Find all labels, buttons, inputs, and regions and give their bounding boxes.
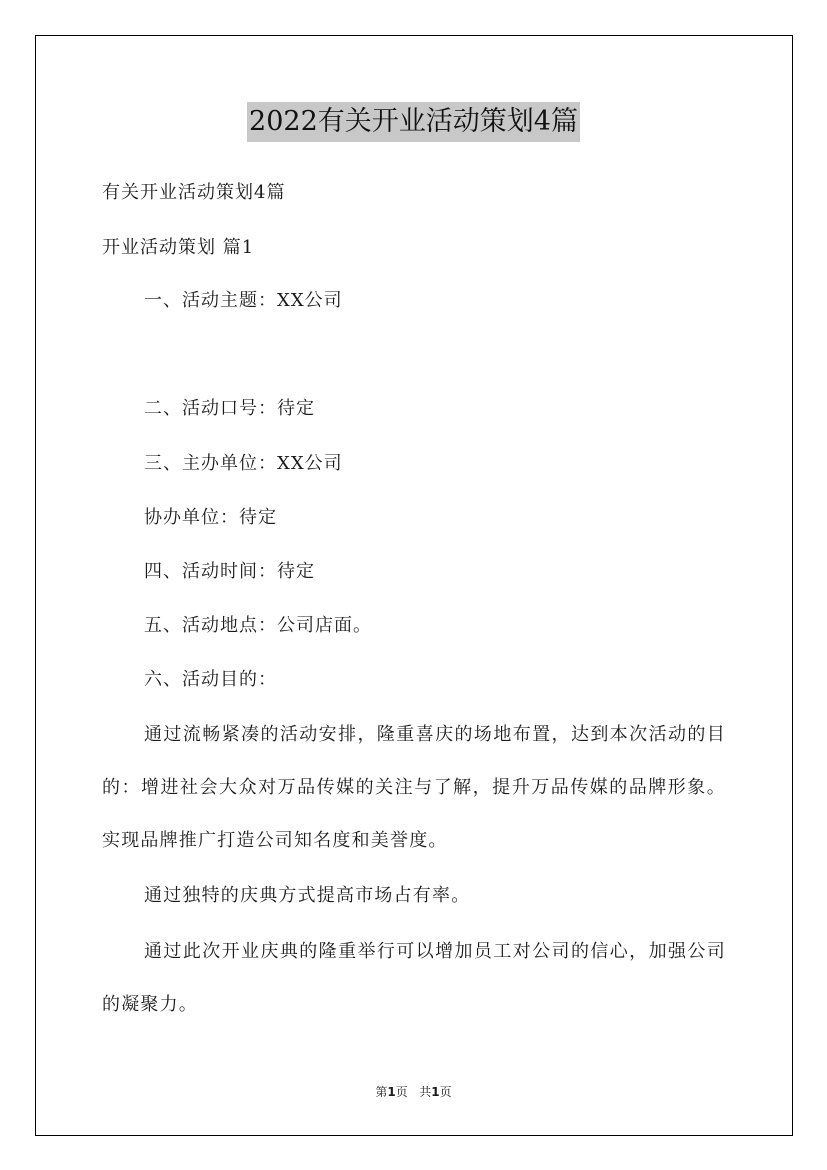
paragraph-cohesion: 通过此次开业庆典的隆重举行可以增加员工对公司的信心，加强公司的凝聚力。: [102, 941, 726, 1015]
item-co-organizer: 协办单位：待定: [144, 507, 277, 528]
footer-total-prefix: 共: [419, 1085, 432, 1099]
footer-page-prefix: 第: [375, 1085, 388, 1099]
section-heading: 开业活动策划 篇1: [102, 237, 255, 258]
footer-total-number: 1: [431, 1085, 440, 1099]
item-organizer: 三、主办单位：XX公司: [144, 453, 343, 474]
footer-total-suffix: 页: [439, 1085, 452, 1099]
footer-page-suffix: 页: [395, 1085, 408, 1099]
item-location: 五、活动地点：公司店面。: [144, 615, 372, 636]
item-purpose: 六、活动目的：: [144, 669, 277, 690]
paragraph-market-share: 通过独特的庆典方式提高市场占有率。: [144, 885, 471, 906]
document-title: 2022有关开业活动策划4篇: [247, 102, 580, 142]
document-subtitle: 有关开业活动策划4篇: [102, 182, 286, 203]
footer-page-number: 1: [387, 1085, 396, 1099]
item-time: 四、活动时间：待定: [144, 561, 315, 582]
paragraph-purpose-detail: 通过流畅紧凑的活动安排，隆重喜庆的场地布置，达到本次活动的目的：增进社会大众对万品传媒的关注与了解，提升万品传媒的品牌形象。实现品牌推广打造公司知名度和美誉度。: [102, 724, 726, 851]
page-footer: [0, 1084, 827, 1100]
title-container: [0, 102, 827, 142]
item-slogan: 二、活动口号：待定: [144, 398, 315, 419]
item-theme: 一、活动主题：XX公司: [144, 290, 343, 311]
